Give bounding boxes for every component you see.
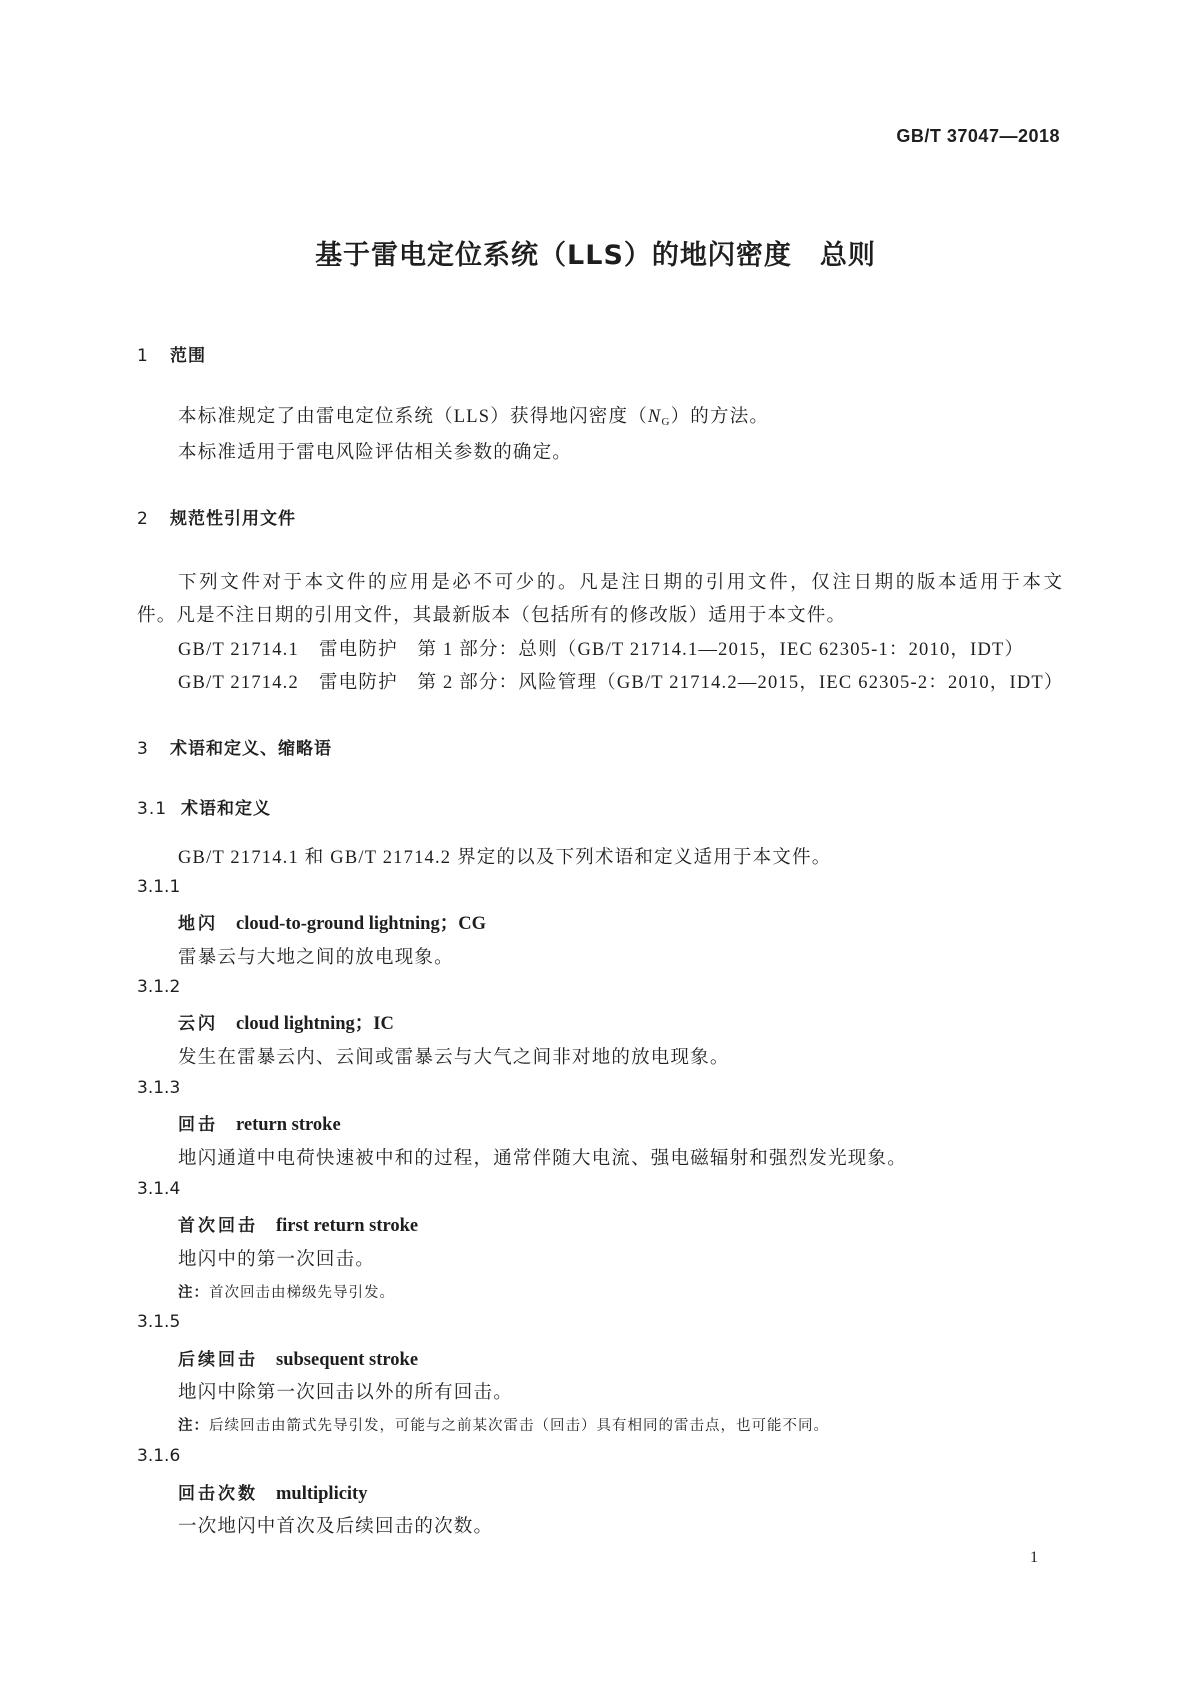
- term-entry: [178, 1211, 418, 1237]
- symbol-n: N: [647, 407, 662, 427]
- section-2-heading: [137, 504, 296, 529]
- term-en: return stroke: [236, 1115, 341, 1135]
- section-1-heading: [137, 341, 206, 366]
- reference-code: GB/T 21714.2: [178, 673, 299, 693]
- page-number: 1: [1030, 1549, 1038, 1566]
- term-zh: 回击: [178, 1115, 218, 1135]
- section-title: 规范性引用文件: [170, 509, 296, 529]
- term-en: cloud-to-ground lightning；CG: [236, 914, 486, 934]
- term-note: [178, 1414, 829, 1435]
- note-label: 注：: [178, 1418, 209, 1434]
- term-entry: [178, 909, 486, 935]
- term-definition: 发生在雷暴云内、云间或雷暴云与大气之间非对地的放电现象。: [178, 1048, 730, 1068]
- term-en: subsequent stroke: [276, 1350, 419, 1370]
- term-number: 3.1.5: [137, 1312, 181, 1332]
- term-entry: [178, 1110, 341, 1136]
- term-entry: [178, 1009, 394, 1035]
- reference-item: [178, 635, 1024, 661]
- section-number: 3: [137, 739, 149, 759]
- term-entry: [178, 1479, 367, 1505]
- terms-intro: GB/T 21714.1 和 GB/T 21714.2 界定的以及下列术语和定义适用于本文件。: [178, 848, 832, 868]
- page-title: 基于雷电定位系统（LLS）的地闪密度 总则: [315, 240, 876, 271]
- section-title: 术语和定义、缩略语: [170, 739, 332, 759]
- term-en: multiplicity: [276, 1484, 368, 1504]
- term-zh: 后续回击: [178, 1350, 258, 1370]
- reference-code: GB/T 21714.1: [178, 640, 299, 660]
- note-label: 注：: [178, 1285, 209, 1301]
- subsection-title: 术语和定义: [181, 799, 271, 819]
- term-zh: 地闪: [178, 914, 218, 934]
- reference-title: 雷电防护 第 2 部分：风险管理（GB/T 21714.2—2015，IEC 62305-2：2010，IDT）: [318, 673, 1064, 693]
- section-3-heading: [137, 734, 332, 759]
- section-number: 2: [137, 509, 149, 529]
- normative-paragraph-line-1: 下列文件对于本文件的应用是必不可少的。凡是注日期的引用文件，仅注日期的版本适用于本文: [178, 573, 1062, 593]
- subsection-3-1-heading: [137, 794, 271, 819]
- symbol-subscript: G: [661, 416, 671, 428]
- text-part: 本标准规定了由雷电定位系统（LLS）获得地闪密度（: [178, 407, 648, 427]
- term-entry: [178, 1345, 418, 1371]
- document-number: GB/T 37047—2018: [896, 126, 1060, 146]
- term-en: first return stroke: [276, 1216, 419, 1236]
- term-definition: 雷暴云与大地之间的放电现象。: [178, 948, 454, 968]
- subsection-number: 3.1: [137, 799, 168, 819]
- term-definition: 地闪中除第一次回击以外的所有回击。: [178, 1383, 513, 1403]
- section-number: 1: [137, 346, 149, 366]
- term-zh: 回击次数: [178, 1484, 258, 1504]
- scope-paragraph-1: [178, 402, 769, 428]
- term-en: cloud lightning；IC: [236, 1014, 394, 1034]
- term-number: 3.1.3: [137, 1078, 181, 1098]
- term-number: 3.1.6: [137, 1446, 181, 1466]
- normative-paragraph-line-2: 件。凡是不注日期的引用文件，其最新版本（包括所有的修改版）适用于本文件。: [137, 606, 847, 626]
- term-number: 3.1.4: [137, 1179, 181, 1199]
- term-definition: 地闪中的第一次回击。: [178, 1250, 376, 1270]
- text-part: ）的方法。: [670, 407, 770, 427]
- term-zh: 云闪: [178, 1014, 218, 1034]
- term-note: [178, 1281, 395, 1302]
- term-definition: 地闪通道中电荷快速被中和的过程，通常伴随大电流、强电磁辐射和强烈发光现象。: [178, 1149, 907, 1169]
- reference-title: 雷电防护 第 1 部分：总则（GB/T 21714.1—2015，IEC 62305-1：2010，IDT）: [318, 640, 1025, 660]
- term-zh: 首次回击: [178, 1216, 258, 1236]
- term-number: 3.1.2: [137, 977, 181, 997]
- reference-item: [178, 668, 1064, 694]
- section-title: 范围: [170, 346, 206, 366]
- scope-paragraph-2: 本标准适用于雷电风险评估相关参数的确定。: [178, 443, 573, 463]
- note-text: 后续回击由箭式先导引发，可能与之前某次雷击（回击）具有相同的雷击点，也可能不同。: [209, 1418, 829, 1434]
- term-number: 3.1.1: [137, 877, 181, 897]
- term-definition: 一次地闪中首次及后续回击的次数。: [178, 1517, 494, 1537]
- note-text: 首次回击由梯级先导引发。: [209, 1285, 395, 1301]
